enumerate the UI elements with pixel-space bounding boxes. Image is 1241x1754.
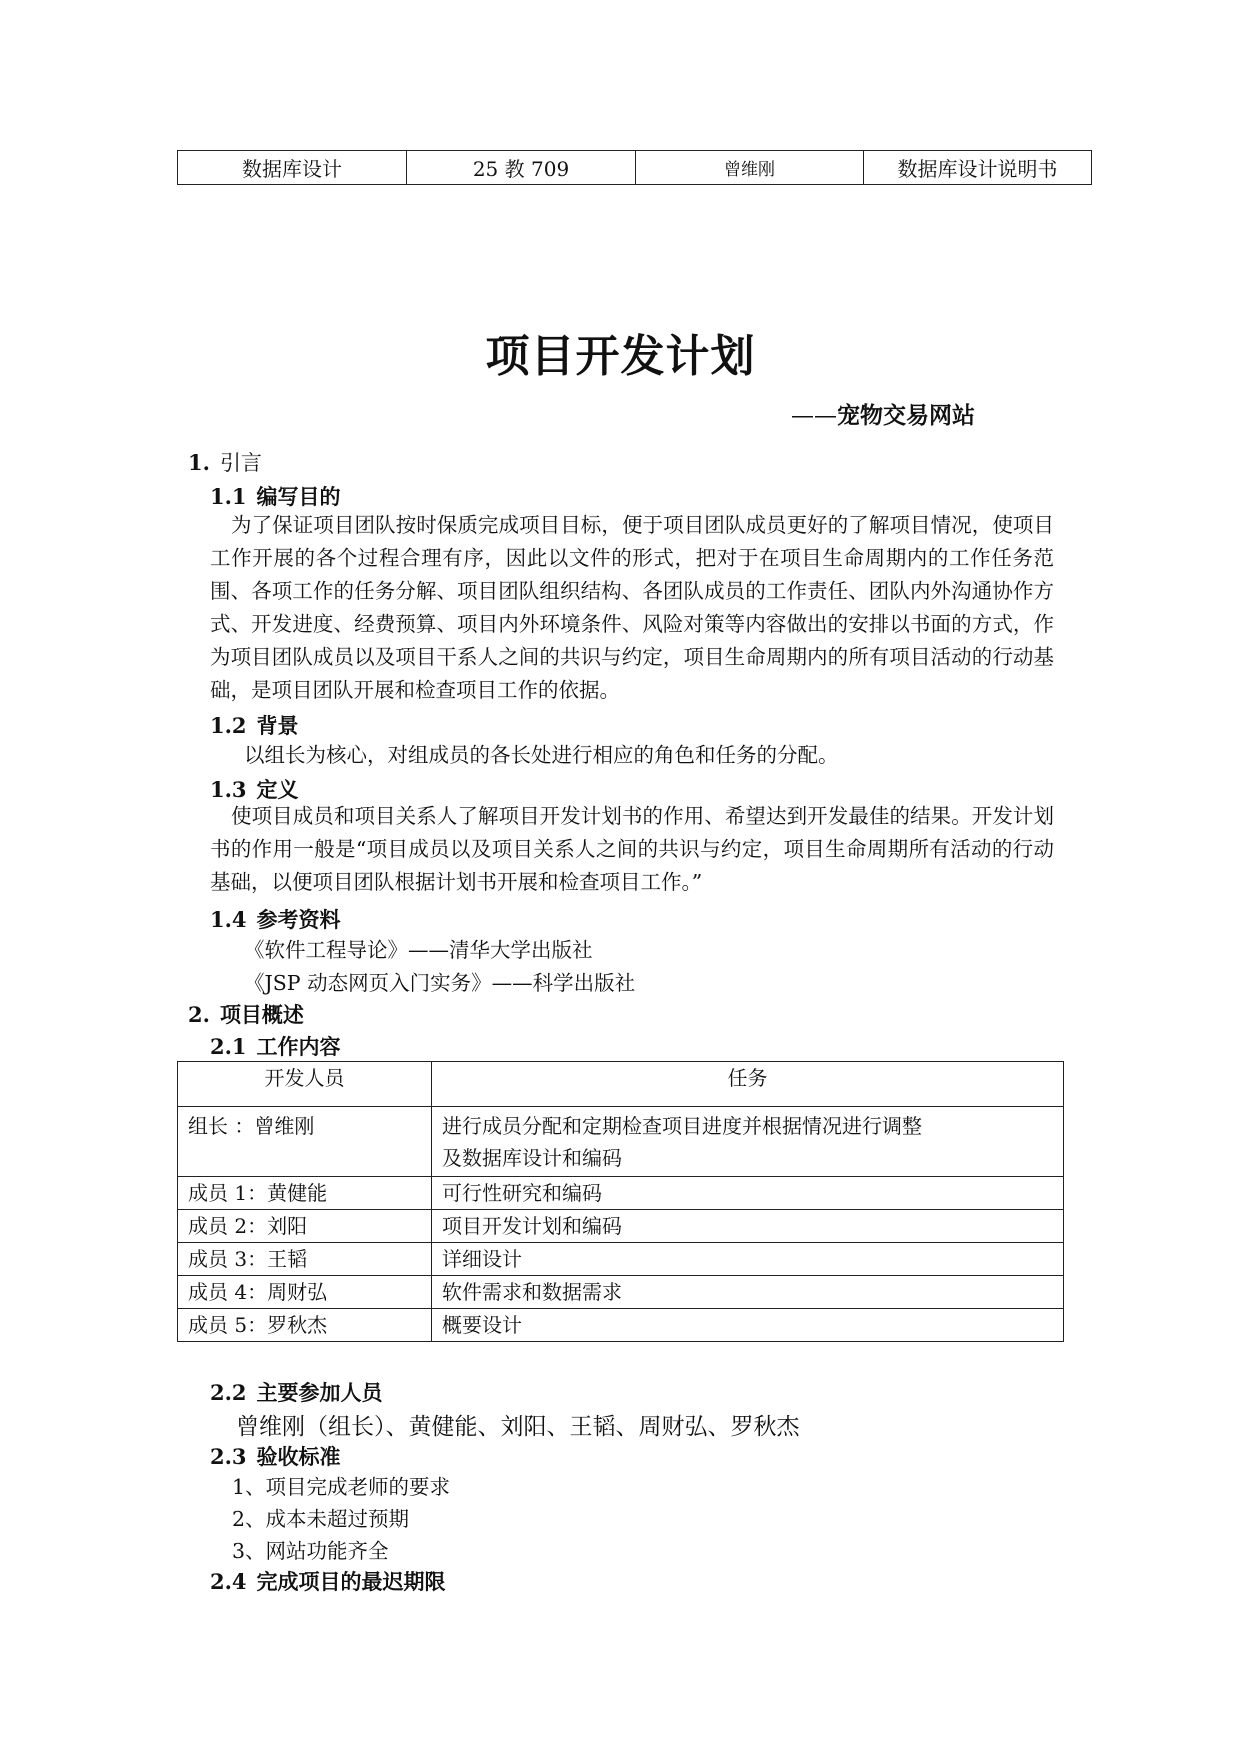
header-author: 曾维刚 [636,151,864,185]
column-header-developer: 开发人员 [178,1062,432,1107]
table-row [178,1243,1064,1276]
section-1-2-heading: 1.2 背景 [210,713,299,738]
section-1-3-text: 使项目成员和项目关系人了解项目开发计划书的作用、希望达到开发最佳的结果。开发计划书的作用一般是“项目成员以及项目关系人之间的共识与约定，项目生命周期所有活动的行动基础，以便项目团队根据计划书开展和检查项目工作。” [210,804,1054,894]
section-1-heading: 1. 引言 [188,450,262,475]
section-1-1-heading: 1.1 编写目的 [210,484,341,509]
header-room: 25 教 709 [407,151,636,185]
section-2-4-heading: 2.4 完成项目的最迟期限 [210,1569,446,1594]
page-title: 项目开发计划 [485,331,756,382]
task-line: 进行成员分配和定期检查项目进度并根据情况进行调整 [442,1114,922,1138]
subtitle-text: 宠物交易网站 [837,403,975,429]
header-course: 数据库设计 [178,151,407,185]
cell-person: 成员 5：罗秋杰 [178,1309,432,1342]
table-row [178,1210,1064,1243]
criteria-item: 1、项目完成老师的要求 [232,1475,451,1499]
section-1-1-text: 为了保证项目团队按时保质完成项目目标，便于项目团队成员更好的了解项目情况，使项目工作开展的各个过程合理有序，因此以文件的形式，把对于在项目生命周期内的工作任务范围、各项工作的任务分解、项目团队组织结构、各团队成员的工作责任、团队内外沟通协作方式、开发进度、经费预算、项目内外环境条件、风险对策等内容做出的安排以书面的方式，作为项目团队成员以及项目干系人之间的共识与约定，项目生命周期内的所有项目活动的行动基础，是项目团队开展和检查项目工作的依据。 [210,513,1054,702]
table-row [178,1107,1064,1177]
criteria-item: 3、网站功能齐全 [232,1539,389,1563]
cell-task: 软件需求和数据需求 [432,1276,1064,1309]
cell-person: 成员 1：黄健能 [178,1177,432,1210]
task-line: 及数据库设计和编码 [442,1146,622,1170]
table-row [178,1309,1064,1342]
subtitle-dashes: —— [791,403,837,429]
section-1-2-text: 以组长为核心，对组成员的各长处进行相应的角色和任务的分配。 [244,743,839,767]
reference-item: 《软件工程导论》——清华大学出版社 [244,938,593,962]
header-doc-type: 数据库设计说明书 [864,151,1092,185]
cell-task: 概要设计 [432,1309,1064,1342]
cell-task [432,1107,1064,1177]
table-header-row [178,1062,1064,1107]
section-2-2-heading: 2.2 主要参加人员 [210,1380,383,1405]
section-2-1-heading: 2.1 工作内容 [210,1034,341,1059]
members-list: 曾维刚（组长）、黄健能、刘阳、王韬、周财弘、罗秋杰 [236,1414,800,1440]
section-2-heading: 2. 项目概述 [188,1002,304,1027]
reference-item: 《JSP 动态网页入门实务》——科学出版社 [244,971,636,995]
page-subtitle [791,397,975,430]
section-1-3-heading: 1.3 定义 [210,777,299,802]
table-row [178,1276,1064,1309]
cell-person: 成员 4：周财弘 [178,1276,432,1309]
section-2-3-heading: 2.3 验收标准 [210,1444,341,1469]
work-content-table [177,1061,1064,1342]
column-header-task: 任务 [432,1062,1064,1107]
section-1-4-heading: 1.4 参考资料 [210,907,341,932]
cell-person: 成员 3：王韬 [178,1243,432,1276]
table-row [178,1177,1064,1210]
cell-task: 可行性研究和编码 [432,1177,1064,1210]
criteria-item: 2、成本未超过预期 [232,1507,410,1531]
cell-person: 成员 2：刘阳 [178,1210,432,1243]
cell-person: 组长 ：曾维刚 [178,1107,432,1177]
header-table [177,150,1092,185]
cell-task: 项目开发计划和编码 [432,1210,1064,1243]
cell-task: 详细设计 [432,1243,1064,1276]
